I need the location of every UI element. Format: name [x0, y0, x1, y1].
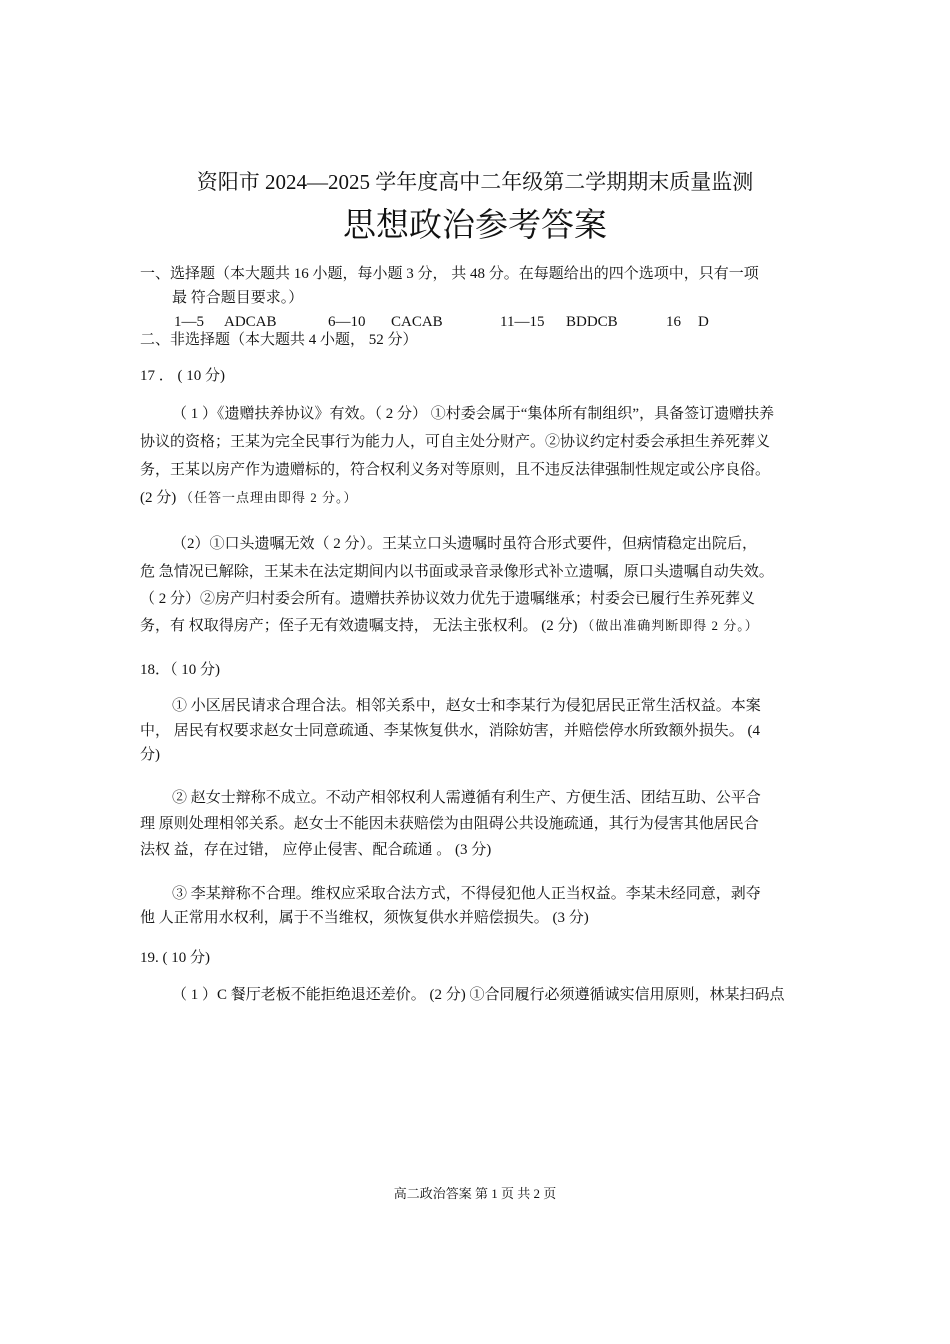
q17-p1-note: （任答一点理由即得 2 分。）	[180, 490, 358, 505]
answer-range-2: 6—10	[328, 314, 366, 330]
q17-p2-line3: （ 2 分）②房产归村委会所有。遗赠扶养协议效力优先于遗嘱继承；村委会已履行生养死葬义	[140, 591, 756, 607]
q17-number: 17 ． ( 10 分)	[140, 368, 225, 384]
part2-heading: 二、非选择题（本大题共 4 小题， 52 分）	[140, 332, 418, 348]
answer-range-3: 11—15	[500, 314, 545, 330]
q19-number: 19. ( 10 分)	[140, 950, 210, 966]
q19-p1-line1: （ 1 ）C 餐厅老板不能拒绝退还差价。 (2 分) ①合同履行必须遵循诚实信用原则，林某扫码点	[172, 987, 785, 1003]
q18-p1-line3: 分)	[140, 747, 160, 763]
q17-p1-line2: 协议的资格；王某为完全民事行为能力人，可自主处分财产。②协议约定村委会承担生养死葬义	[140, 434, 771, 450]
q17-p2-note: （做出准确判断即得 2 分。）	[581, 618, 759, 633]
page-footer: 高二政治答案 第 1 页 共 2 页	[393, 1186, 557, 1201]
answer-range-4: 16	[666, 314, 681, 330]
document-title: 资阳市 2024—2025 学年度高中二年级第二学期期末质量监测	[196, 170, 754, 194]
q17-p2-line4	[140, 616, 759, 636]
q18-p2-line1: ② 赵女士辩称不成立。不动产相邻权利人需遵循有利生产、方便生活、团结互助、公平合	[172, 790, 761, 806]
q18-p2-line3: 法权 益，存在过错， 应停止侵害、配合疏通 。 (3 分)	[140, 842, 492, 858]
answer-value-4: D	[698, 314, 709, 330]
q17-p2-line1: （2）①口头遗嘱无效（ 2 分）。王某立口头遗嘱时虽符合形式要件，但病情稳定出院后，	[172, 536, 758, 552]
q17-p1-line3: 务，王某以房产作为遗赠标的，符合权利义务对等原则，且不违反法律强制性规定或公序良俗。	[140, 462, 771, 478]
q18-p3-line1: ③ 李某辩称不合理。维权应采取合法方式，不得侵犯他人正当权益。李某未经同意，剥夺	[172, 886, 761, 902]
answer-value-1: ADCAB	[224, 314, 277, 330]
q18-p3-line2: 他 人正常用水权利，属于不当维权，须恢复供水并赔偿损失。 (3 分)	[140, 910, 589, 926]
q17-p1-score: (2 分)	[140, 490, 177, 506]
document-subtitle: 思想政治参考答案	[343, 205, 607, 244]
q17-p2-last: 务，有 权取得房产；侄子无有效遗嘱支持， 无法主张权利。 (2 分)	[140, 618, 578, 634]
part1-heading-line2: 最 符合题目要求。）	[172, 290, 304, 306]
answer-range-1: 1—5	[174, 314, 204, 330]
q18-number: 18．（ 10 分)	[140, 662, 220, 678]
answer-value-2: CACAB	[391, 314, 443, 330]
q17-p2-line2: 危 急情况已解除，王某未在法定期间内以书面或录音录像形式补立遗嘱，原口头遗嘱自动失效。	[140, 564, 774, 580]
q17-p1-line4	[140, 488, 358, 508]
q18-p1-line2: 中， 居民有权要求赵女士同意疏通、李某恢复供水，消除妨害，并赔偿停水所致额外损失。 (4	[140, 723, 760, 739]
q18-p2-line2: 理 原则处理相邻关系。赵女士不能因未获赔偿为由阻碍公共设施疏通，其行为侵害其他居民合	[140, 816, 759, 832]
part1-heading-line1: 一、选择题（本大题共 16 小题，每小题 3 分， 共 48 分。在每题给出的四个选项中，只有一项	[140, 266, 759, 282]
answer-value-3: BDDCB	[566, 314, 618, 330]
q17-p1-line1: （ 1 ）《遗赠扶养协议》有效。（ 2 分） ①村委会属于“集体所有制组织”，具备签订遗赠扶养	[172, 406, 775, 422]
q18-p1-line1: ① 小区居民请求合理合法。相邻关系中，赵女士和李某行为侵犯居民正常生活权益。本案	[172, 698, 761, 714]
